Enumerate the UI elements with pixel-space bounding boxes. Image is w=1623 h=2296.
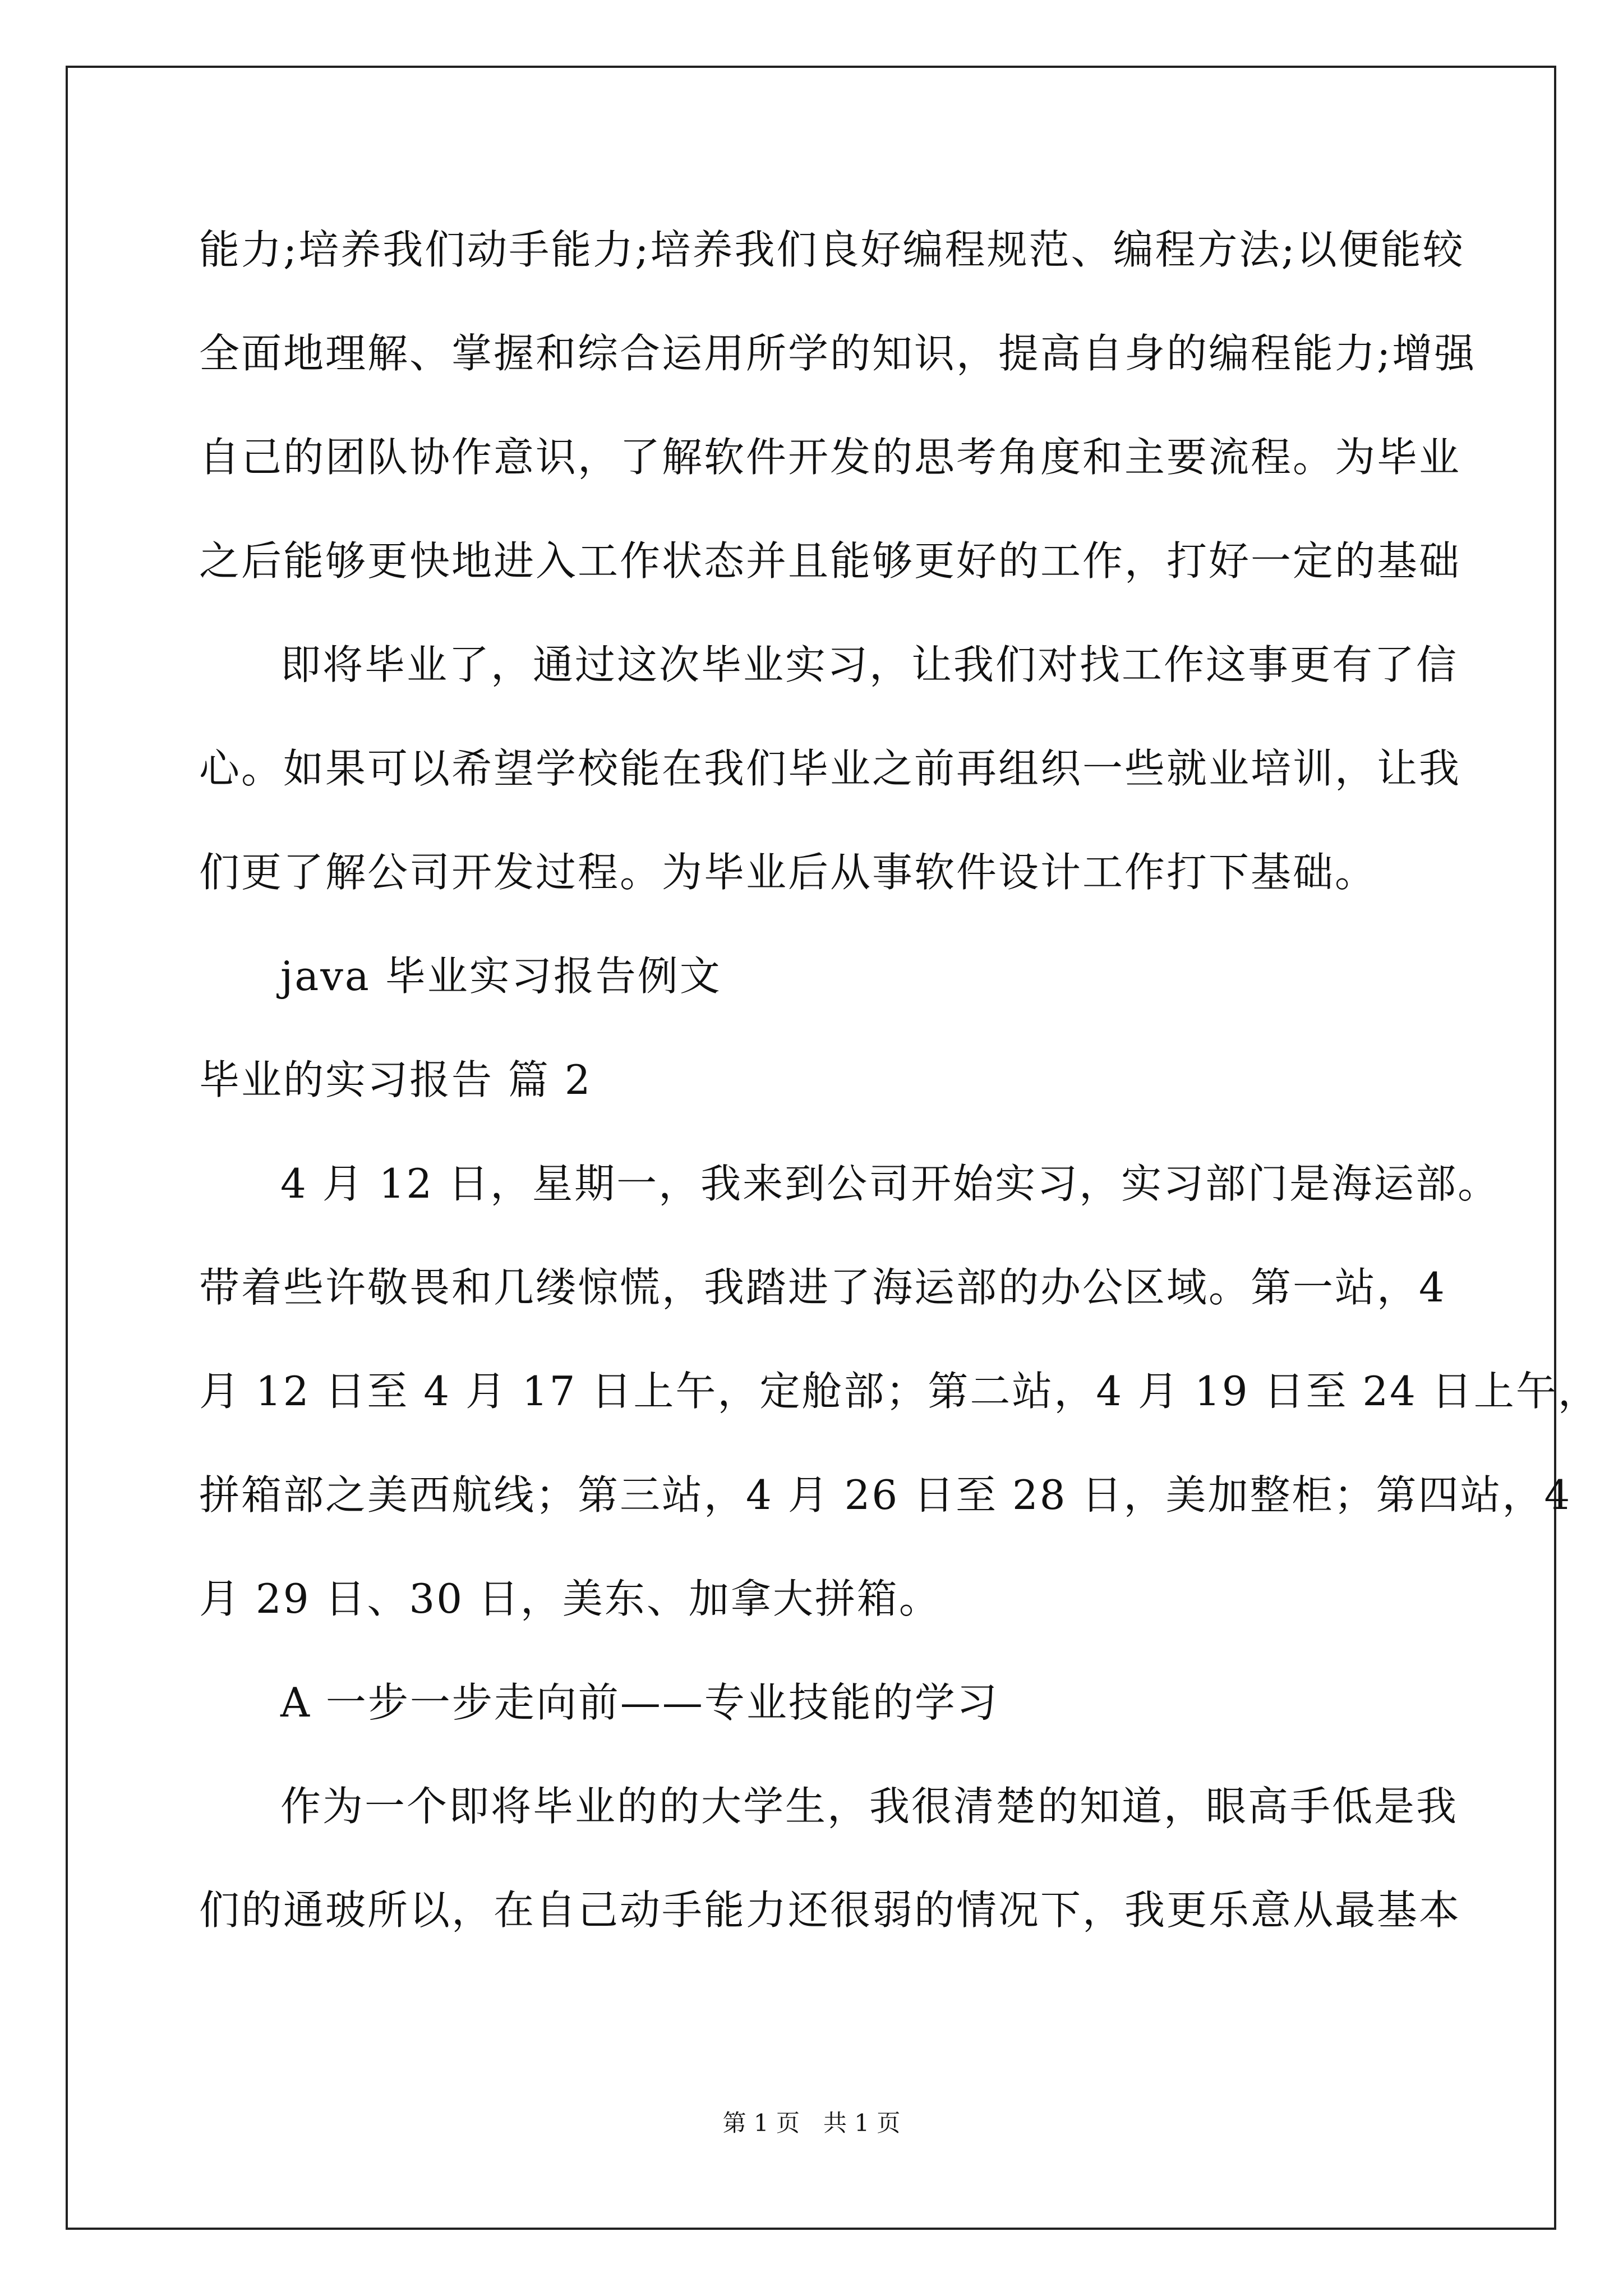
text-line: A 一步一步走向前——专业技能的学习 (280, 1679, 999, 1726)
text-line: 月 29 日、30 日，美东、加拿大拼箱。 (199, 1575, 941, 1622)
text-line: 拼箱部之美西航线；第三站，4 月 26 日至 28 日，美加整柜；第四站，4 (199, 1471, 1572, 1519)
text-line: 们的通玻所以，在自己动手能力还很弱的情况下，我更乐意从最基本 (199, 1887, 1461, 1934)
text-line: 们更了解公司开发过程。为毕业后从事软件设计工作打下基础。 (199, 849, 1377, 896)
text-line: 作为一个即将毕业的的大学生，我很清楚的知道，眼高手低是我 (280, 1783, 1459, 1830)
text-line: 之后能够更快地进入工作状态并且能够更好的工作，打好一定的基础 (199, 537, 1461, 585)
text-line: 即将毕业了，通过这次毕业实习，让我们对找工作这事更有了信 (280, 641, 1459, 688)
text-line: 心。如果可以希望学校能在我们毕业之前再组织一些就业培训，让我 (199, 745, 1461, 792)
page-number-footer: 第 1 页 共 1 页 (722, 2109, 901, 2137)
text-line: 4 月 12 日，星期一，我来到公司开始实习，实习部门是海运部。 (280, 1160, 1500, 1207)
text-line: 带着些许敬畏和几缕惊慌，我踏进了海运部的办公区域。第一站，4 (199, 1264, 1446, 1311)
text-line: 月 12 日至 4 月 17 日上午，定舱部；第二站，4 月 19 日至 24 日上午， (199, 1368, 1600, 1415)
section-heading: 毕业的实习报告 篇 2 (199, 1056, 592, 1103)
text-line: 自己的团队协作意识，了解软件开发的思考角度和主要流程。为毕业 (199, 434, 1461, 481)
text-line: 能力;培养我们动手能力;培养我们良好编程规范、编程方法;以便能较 (199, 226, 1465, 273)
text-line: 全面地理解、掌握和综合运用所学的知识，提高自身的编程能力;增强 (199, 330, 1477, 377)
text-line: java 毕业实习报告例文 (280, 953, 722, 1000)
